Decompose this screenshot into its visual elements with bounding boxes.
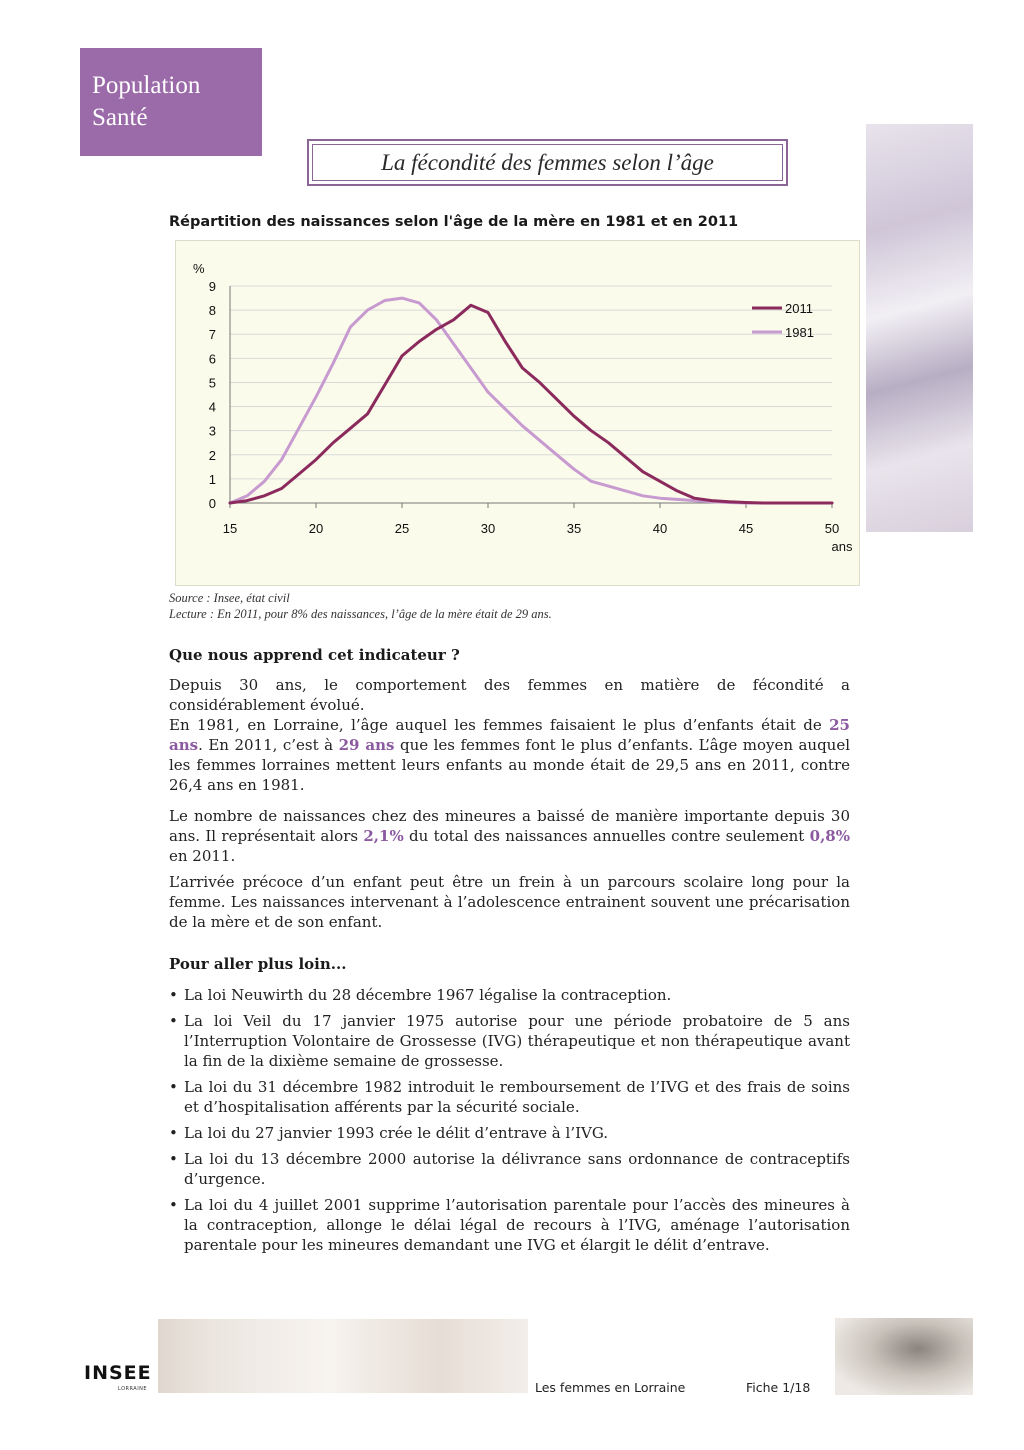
footer-photo — [835, 1318, 973, 1395]
text-run: . En 2011, c’est à — [198, 736, 339, 754]
x-tick-label: 45 — [738, 521, 754, 536]
section1-paragraph-1: Depuis 30 ans, le comportement des femmes en matière de fécondité a considérablement évolué. — [169, 676, 850, 714]
chart-container — [175, 240, 860, 586]
section1-paragraph-3 — [169, 806, 850, 866]
section1-paragraph-4: L’arrivée précoce d’un enfant peut être un frein à un parcours scolaire long pour la femme. Les naissances intervenant à l’adolescence entrainent souvent une précarisation de la mère et de son enfant. — [169, 873, 850, 931]
x-tick-label: 35 — [566, 521, 582, 536]
x-axis-unit-label: ans — [831, 539, 853, 554]
text-run: du total des naissances annuelles contre seulement — [403, 827, 810, 845]
category-line-2: Santé — [92, 104, 148, 131]
y-axis-unit-label: % — [193, 261, 205, 276]
y-tick-label: 1 — [208, 471, 216, 487]
list-item: • La loi du 13 décembre 2000 autorise la délivrance sans ordonnance de contraceptifs d’urgence. — [169, 1149, 850, 1189]
law-list — [169, 985, 850, 1261]
highlight-value: 25 ans — [169, 716, 850, 754]
title-frame — [307, 139, 788, 186]
legend-label: 2011 — [785, 301, 813, 316]
x-tick-label: 20 — [308, 521, 324, 536]
list-item: • La loi Neuwirth du 28 décembre 1967 légalise la contraception. — [169, 985, 850, 1005]
category-box — [80, 48, 262, 156]
text-run: En 1981, en Lorraine, l’âge auquel les femmes faisaient le plus d’enfants était de — [169, 716, 830, 734]
chart-svg — [176, 241, 861, 587]
footer-publication: Les femmes en Lorraine — [535, 1380, 686, 1395]
series-line-2011 — [230, 305, 832, 503]
list-item: • La loi du 31 décembre 1982 introduit le remboursement de l’IVG et des frais de soins et d’hospitalisation afférents par la sécurité sociale. — [169, 1077, 850, 1117]
section2-heading: Pour aller plus loin... — [169, 955, 347, 973]
x-tick-label: 40 — [652, 521, 668, 536]
highlight-value: 29 ans — [338, 736, 395, 754]
y-tick-label: 5 — [208, 375, 216, 391]
y-tick-label: 6 — [208, 351, 216, 367]
section1-paragraph-2 — [169, 715, 850, 795]
highlight-value: 2,1% — [363, 827, 404, 845]
text-run: que les femmes font le plus d’enfants. L’âge moyen auquel les femmes lorraines mettent leurs enfants au monde était de 29,5 ans en 2011, contre 26,4 ans en 1981. — [169, 736, 851, 794]
y-tick-label: 7 — [208, 327, 216, 343]
source-caption: Source : Insee, état civil — [169, 591, 290, 605]
chart-heading: Répartition des naissances selon l'âge de la mère en 1981 et en 2011 — [169, 214, 739, 230]
x-tick-label: 15 — [222, 521, 238, 536]
text-run: Le nombre de naissances chez des mineures a baissé de manière importante depuis 30 ans. Il représentait alors — [169, 807, 850, 845]
legend-label: 1981 — [785, 325, 814, 340]
x-tick-label: 50 — [824, 521, 840, 536]
text-run: en 2011. — [169, 847, 236, 865]
y-tick-label: 4 — [208, 399, 216, 415]
x-tick-label: 25 — [394, 521, 410, 536]
y-tick-label: 3 — [208, 423, 216, 439]
decorative-photo-strip — [866, 124, 973, 532]
list-item: • La loi du 27 janvier 1993 crée le délit d’entrave à l’IVG. — [169, 1123, 850, 1143]
x-tick-label: 30 — [480, 521, 496, 536]
series-line-1981 — [230, 298, 832, 503]
highlight-value: 0,8% — [809, 827, 850, 845]
footer-page-number: Fiche 1/18 — [746, 1380, 811, 1395]
list-item: • La loi du 4 juillet 2001 supprime l’autorisation parentale pour l’accès des mineures à la contraception, allonge le délai légal de recours à l’IVG, aménage l’autorisation parentale pour les mineures demandant une IVG et élargit le délit d’entrave. — [169, 1195, 850, 1255]
y-tick-label: 0 — [208, 496, 216, 511]
list-item: • La loi Veil du 17 janvier 1975 autorise pour une période probatoire de 5 ans l’Interruption Volontaire de Grossesse (IVG) thérapeutique et non thérapeutique avant la fin de la dixième semaine de grossesse. — [169, 1011, 850, 1071]
section1-heading: Que nous apprend cet indicateur ? — [169, 646, 460, 664]
reading-caption: Lecture : En 2011, pour 8% des naissances, l’âge de la mère était de 29 ans. — [169, 607, 552, 621]
y-tick-label: 9 — [208, 279, 216, 294]
y-tick-label: 2 — [208, 447, 216, 463]
insee-logo-text: INSEE — [84, 1362, 152, 1384]
insee-logo-subtext: LORRAINE — [118, 1386, 148, 1392]
page-title: La fécondité des femmes selon l’âge — [312, 144, 783, 181]
y-tick-label: 8 — [208, 303, 216, 319]
category-line-1: Population — [92, 72, 201, 99]
